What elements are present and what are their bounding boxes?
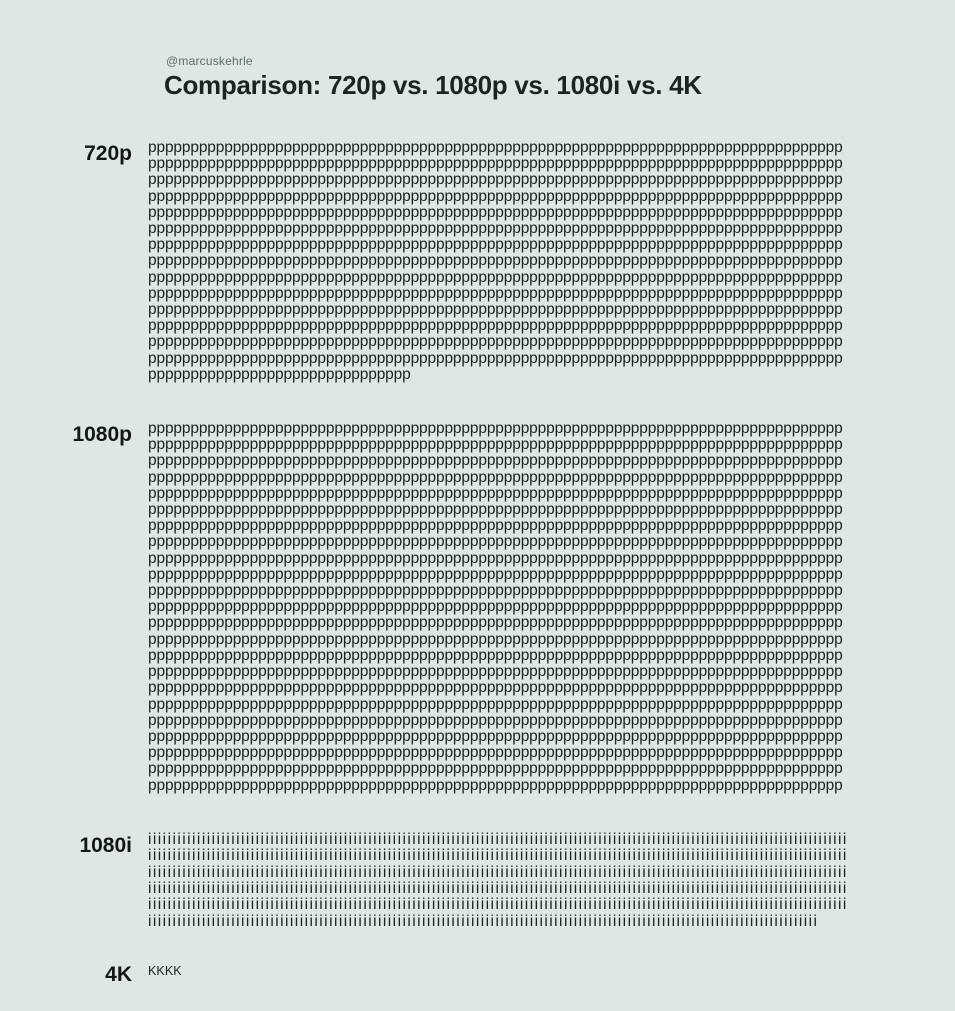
row-glyphs-1080i: iiiiiiiiiiiiiiiiiiiiiiiiiiiiiiiiiiiiiiiiiiiiiiiiiiiiiiiiiiiiiiiiiiiiiiiiiiiiiiiiiiiiiiiiiiiiiiiiiiiiiiiiiiiiiiiiiiiiiiiiiiiiiiiiiiiiiiiiiiiiiiiiiiiiiiiiiiiiiiiiiiiiiiiiiiiiiiiiiiiiiiiiiiiiiiiiiiiiiiiiiiiiiiiiiiiiiiiiiiiiiiiiiiiiiiiiiiiiiiiiiiiiiiiiiiiiiiiiiiiiiiiiiiiiiiiiiiiiiiiiiiiiiiiiiiiiiiiiiiiiiiiiiiiiiiiiiiiiiiiiiiiiiiiiiiiiiiiiiiiiiiiiiiiiiiiiiiiiiiiiiiiiiiiiiiiiiiiiiiiiiiiiiiiiiiiiiiiiiiiiiiiiiiiiiiiiiiiiiiiiiiiiiiiiiiiiiiiiiiiiiiiiiiiiiiiiiiiiiiiiiiiiiiiiiiiiiiiiiiiiiiiiiiiiiiiiiiiiiiiiiiiiiiiiiiiiiiiiiiiiiiiiiiiiiiiiiiiiiiiiiiiiiiiiiiiiiiiiiiiiiiiiiiiiiiiiiiiiiiiiiiiiiiiiiiiiiiiiiiiiiiiiiiiiiiiiiiiiiiiiiiiiiiiiiiiiiiiiiiiiiiiiiiiiiiiiiiiiiiiiiiiiiiiiiiiiiiiiiiiiiiiiiiiiiiiiiiiiiiiiiiiiiiiiiiiiiiiiiiiiiiiiiiiiiiiiiiiiiiiiiiiiiiiiiiiiiiiiiiiiiiiiiiiiiiiiiiiiiiiiiiiiiiiiiiiiiiiiiiiiiiiiiiiiiiiiiiiiiiiiiiiiiiiiiiiiiiiiiiiiiiiiiiiiiiii bbox=[148, 830, 848, 930]
row-1080p bbox=[0, 421, 955, 794]
author-handle: @marcuskehrle bbox=[166, 54, 253, 68]
row-4k bbox=[0, 964, 955, 985]
row-label-4k: 4K bbox=[105, 963, 132, 987]
row-label-1080p: 1080p bbox=[72, 423, 132, 447]
row-label-1080i: 1080i bbox=[79, 833, 132, 857]
page-title: Comparison: 720p vs. 1080p vs. 1080i vs. 4K bbox=[164, 70, 702, 100]
row-720p bbox=[0, 140, 955, 383]
row-glyphs-4k: KKKK bbox=[148, 964, 182, 979]
row-glyphs-720p: ppppppppppppppppppppppppppppppppppppppppppppppppppppppppppppppppppppppppppppppppppppppppppppppppppppppppppppppppppppppppppppppppppppppppppppppppppppppppppppppppppppppppppppppppppppppppppppppppppppppppppppppppppppppppppppppppppppppppppppppppppppppppppppppppppppppppppppppppppppppppppppppppppppppppppppppppppppppppppppppppppppppppppppppppppppppppppppppppppppppppppppppppppppppppppppppppppppppppppppppppppppppppppppppppppppppppppppppppppppppppppppppppppppppppppppppppppppppppppppppppppppppppppppppppppppppppppppppppppppppppppppppppppppppppppppppppppppppppppppppppppppppppppppppppppppppppppppppppppppppppppppppppppppppppppppppppppppppppppppppppppppppppppppppppppppppppppppppppppppppppppppppppppppppppppppppppppppppppppppppppppppppppppppppppppppppppppppppppppppppppppppppppppppppppppppppppppppppppppppppppppppppppppppppppppppppppppppppppppppppppppppppppppppppppppppppppppppppppppppppppppppppppppppppppppppppppppppppppppppppppppppppppppppppppppppppppppppppppppppppppppppppppppppppppppppppppppppppppppppppppppppppppppppppppppppppppppppppppppppppppppppppppppppppppppppppppppppppppppppppppppppppppppppppppppppppppppppppppppppppppppppppppppppppppppppppppppppppppppppppppppppppppppppppppppp bbox=[148, 139, 843, 383]
header bbox=[164, 54, 904, 101]
row-1080i bbox=[0, 832, 955, 930]
row-glyphs-1080p: pppppppppppppppppppppppppppppppppppppppppppppppppppppppppppppppppppppppppppppppppppppppppppppppppppppppppppppppppppppppppppppppppppppppppppppppppppppppppppppppppppppppppppppppppppppppppppppppppppppppppppppppppppppppppppppppppppppppppppppppppppppppppppppppppppppppppppppppppppppppppppppppppppppppppppppppppppppppppppppppppppppppppppppppppppppppppppppppppppppppppppppppppppppppppppppppppppppppppppppppppppppppppppppppppppppppppppppppppppppppppppppppppppppppppppppppppppppppppppppppppppppppppppppppppppppppppppppppppppppppppppppppppppppppppppppppppppppppppppppppppppppppppppppppppppppppppppppppppppppppppppppppppppppppppppppppppppppppppppppppppppppppppppppppppppppppppppppppppppppppppppppppppppppppppppppppppppppppppppppppppppppppppppppppppppppppppppppppppppppppppppppppppppppppppppppppppppppppppppppppppppppppppppppppppppppppppppppppppppppppppppppppppppppppppppppppppppppppppppppppppppppppppppppppppppppppppppppppppppppppppppppppppppppppppppppppppppppppppppppppppppppppppppppppppppppppppppppppppppppppppppppppppppppppppppppppppppppppppppppppppppppppppppppppppppppppppppppppppppppppppppppppppppppppppppppppppppppppppppppppppppppppppppppppppppppppppppppppppppppppppppppppppppppppppppppppppppppppppppppppppppppppppppppppppppppppppppppppppppppppppppppppppppppppppppppppppppppppppppppppppppppppppppppppppppppppppppppppppppppppppppppppppppppppppppppppppppppppppppppppppppppppppppppppppppppppppppppppppppppppppppppppppppppppppppppppppppppppppppppppppppppppppppppppppppppppppppppppppppppppppppppppppppppppppppppppppppppppppppppppppppppppppppppppppppppppppppppppppppppppppppppppppppppppppppppppppppppppppppppppppppppppppppppppppppppppppppppppppppppppppppppppppppppppppppppppppppppppppppppppppppppppppppppppppppppppppppppppppppppppppppppppppppppppppppppppppppppppppppppppppppppppppppppppppppppppppppppppppppppppppppppppppppppppppppppppppppppppppppppppppppppppppppppppppppppppppppppppppppppppppppppp bbox=[148, 420, 843, 794]
resolution-rows bbox=[0, 140, 955, 1011]
row-label-720p: 720p bbox=[84, 142, 132, 165]
